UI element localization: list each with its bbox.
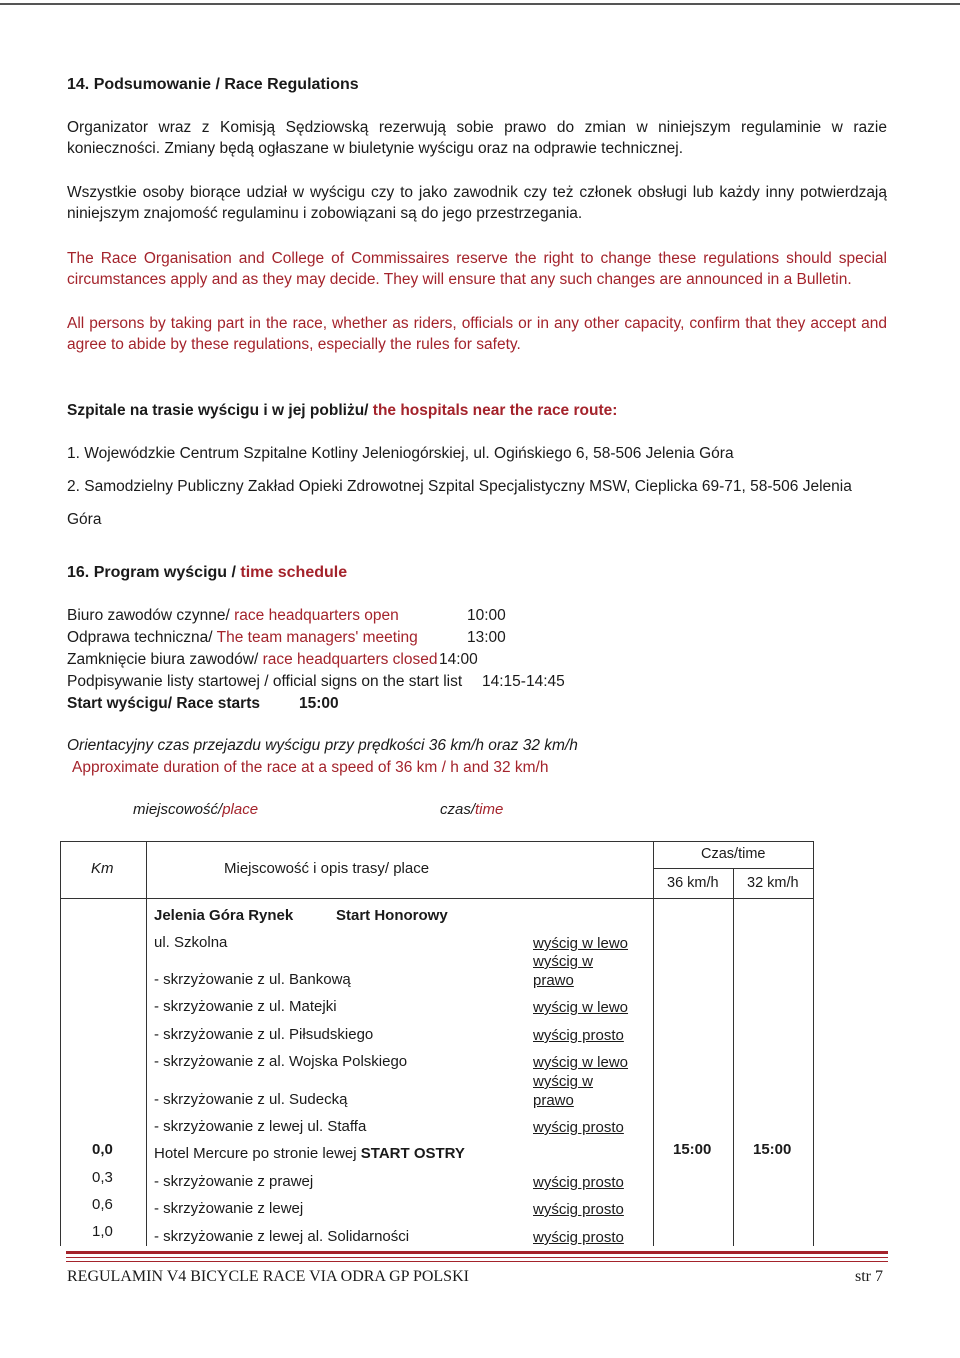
route-direction: wyścig w prawo [533,1073,594,1109]
hospitals-title-en: the hospitals near the race route: [372,402,618,419]
schedule-label-en: The team managers' meeting [216,629,418,646]
schedule-time: 14:15-14:45 [482,673,565,690]
route-direction: wyścig w prawo [533,953,594,989]
section-16-title [67,564,347,582]
schedule-label-pl: Zamknięcie biura zawodów/ [67,651,263,668]
paragraph-pl-2: Wszystkie osoby biorące udział w wyścigu czy to jako zawodnik czy też członek obsługi lub każdy inny potwierdzają niniejszym znajomość regulaminu i zobowiązani są do jego przestrzegania. [67,184,887,222]
schedule-time: 15:00 [299,695,339,712]
table-line [653,841,654,1246]
route-direction: wyścig prosto [533,1201,624,1218]
schedule-label: Podpisywanie listy startowej / official signs on the start list [67,673,463,690]
table-line [60,841,61,1246]
header-32kmh: 32 km/h [747,875,799,891]
schedule-label-pl: Biuro zawodów czynne/ [67,607,235,624]
time-label [440,801,503,818]
place-label [133,801,258,818]
schedule-time: 10:00 [467,607,506,624]
route-place: - skrzyżowanie z lewej al. Solidarności [154,1228,410,1245]
route-place: - skrzyżowanie z ul. Bankową [154,971,351,988]
schedule-row [67,627,506,649]
hospital-item-2-line2: Góra [67,511,102,528]
hospitals-title-pl: Szpitale na trasie wyścigu i w jej pobliżu/ [67,402,373,419]
approx-duration-en: Approximate duration of the race at a speed of 36 km / h and 32 km/h [72,759,549,776]
schedule-row-start [67,693,339,715]
route-km: 0,6 [92,1196,113,1213]
hospital-item-1: 1. Wojewódzkie Centrum Szpitalne Kotliny Jeleniogórskiej, ul. Ogińskiego 6, 58-506 Jelenia Góra [67,445,734,462]
section-16-title-en: time schedule [240,564,348,581]
schedule-row [67,605,506,627]
schedule-label-en: race headquarters closed [262,651,438,668]
paragraph-pl-1: Organizator wraz z Komisją Sędziowską rezerwują sobie prawo do zmian w niniejszym regulaminie w razie konieczności. Zmiany będą ogłaszane w biuletynie wyścigu oraz na odprawie technicznej. [67,119,887,157]
header-time: Czas/time [701,846,766,862]
table-line [733,868,734,1246]
header-36kmh: 36 km/h [667,875,719,891]
route-place-start [154,1145,465,1162]
route-km: 0,0 [92,1141,113,1158]
route-direction: wyścig prosto [533,1229,624,1246]
route-place: - skrzyżowanie z ul. Sudecką [154,1091,348,1108]
footer-rule [66,1261,888,1262]
time-32kmh: 15:00 [753,1141,792,1158]
paragraph-en-2: All persons by taking part in the race, whether as riders, officials or in any other capacity, confirm that they accept and agree to abide by these regulations, especially the rules for safety. [67,315,887,353]
schedule-time: 14:00 [439,651,478,668]
route-place: ul. Szkolna [154,934,228,951]
route-place: - skrzyżowanie z al. Wojska Polskiego [154,1053,408,1070]
table-line [653,841,813,842]
footer-rule [66,1251,888,1254]
section-14-title-en: Race Regulations [224,76,359,93]
section-16-title-pl: 16. Program wyścigu / [67,564,241,581]
route-direction: wyścig prosto [533,1174,624,1191]
route-place: - skrzyżowanie z prawej [154,1173,314,1190]
section-14-title [67,76,359,94]
route-direction: wyścig prosto [533,1027,624,1044]
place-label-en: place [222,801,259,818]
approx-duration-pl: Orientacyjny czas przejazdu wyścigu przy prędkości 36 km/h oraz 32 km/h [67,737,578,754]
place-label-pl: miejscowość/ [133,801,223,818]
schedule-label-pl: Odprawa techniczna/ [67,629,217,646]
route-direction: wyścig prosto [533,1119,624,1136]
route-direction: wyścig w lewo [533,999,629,1016]
table-line [60,898,813,899]
header-place: Miejscowość i opis trasy/ place [224,860,430,877]
table-line [146,841,147,1246]
hospital-item-2-line1: 2. Samodzielny Publiczny Zakład Opieki Zdrowotnej Szpital Specjalistyczny MSW, Cieplicka 69-71, 58-506 Jelenia [67,478,852,495]
route-place: - skrzyżowanie z ul. Piłsudskiego [154,1026,374,1043]
route-place: - skrzyżowanie z lewej ul. Staffa [154,1118,367,1135]
table-line [813,841,814,1246]
schedule-row [67,671,565,693]
table-line [60,841,653,842]
route-direction: wyścig w lewo [533,935,629,952]
schedule-label: Start wyścigu/ Race starts [67,695,260,712]
time-36kmh: 15:00 [673,1141,712,1158]
paragraph-en-1: The Race Organisation and College of Commissaires reserve the right to change these regulations should special circumstances apply and as they may decide. They will ensure that any such changes are announced in a Bulletin. [67,250,887,288]
start-place: Jelenia Góra Rynek [154,907,294,924]
route-direction: wyścig w lewo [533,1054,629,1071]
route-place: Hotel Mercure po stronie lewej [154,1145,361,1162]
schedule-label-en: race headquarters open [234,607,399,624]
start-honorary-label: Start Honorowy [336,907,448,924]
hospitals-title [67,402,617,420]
schedule-row [67,649,478,671]
route-place: - skrzyżowanie z ul. Matejki [154,998,337,1015]
route-km: 0,3 [92,1169,113,1186]
footer-title: REGULAMIN V4 BICYCLE RACE VIA ODRA GP POLSKI [67,1268,469,1285]
top-scan-line [0,3,960,5]
footer-rule [66,1257,888,1258]
start-sharp-label: START OSTRY [360,1145,465,1162]
time-label-pl: czas/ [440,801,476,818]
route-place: - skrzyżowanie z lewej [154,1200,304,1217]
page-number: str 7 [855,1268,883,1285]
schedule-time: 13:00 [467,629,506,646]
time-label-en: time [475,801,504,818]
header-km: Km [91,860,114,877]
section-14-title-pl: 14. Podsumowanie / [67,76,225,93]
route-km: 1,0 [92,1223,113,1240]
